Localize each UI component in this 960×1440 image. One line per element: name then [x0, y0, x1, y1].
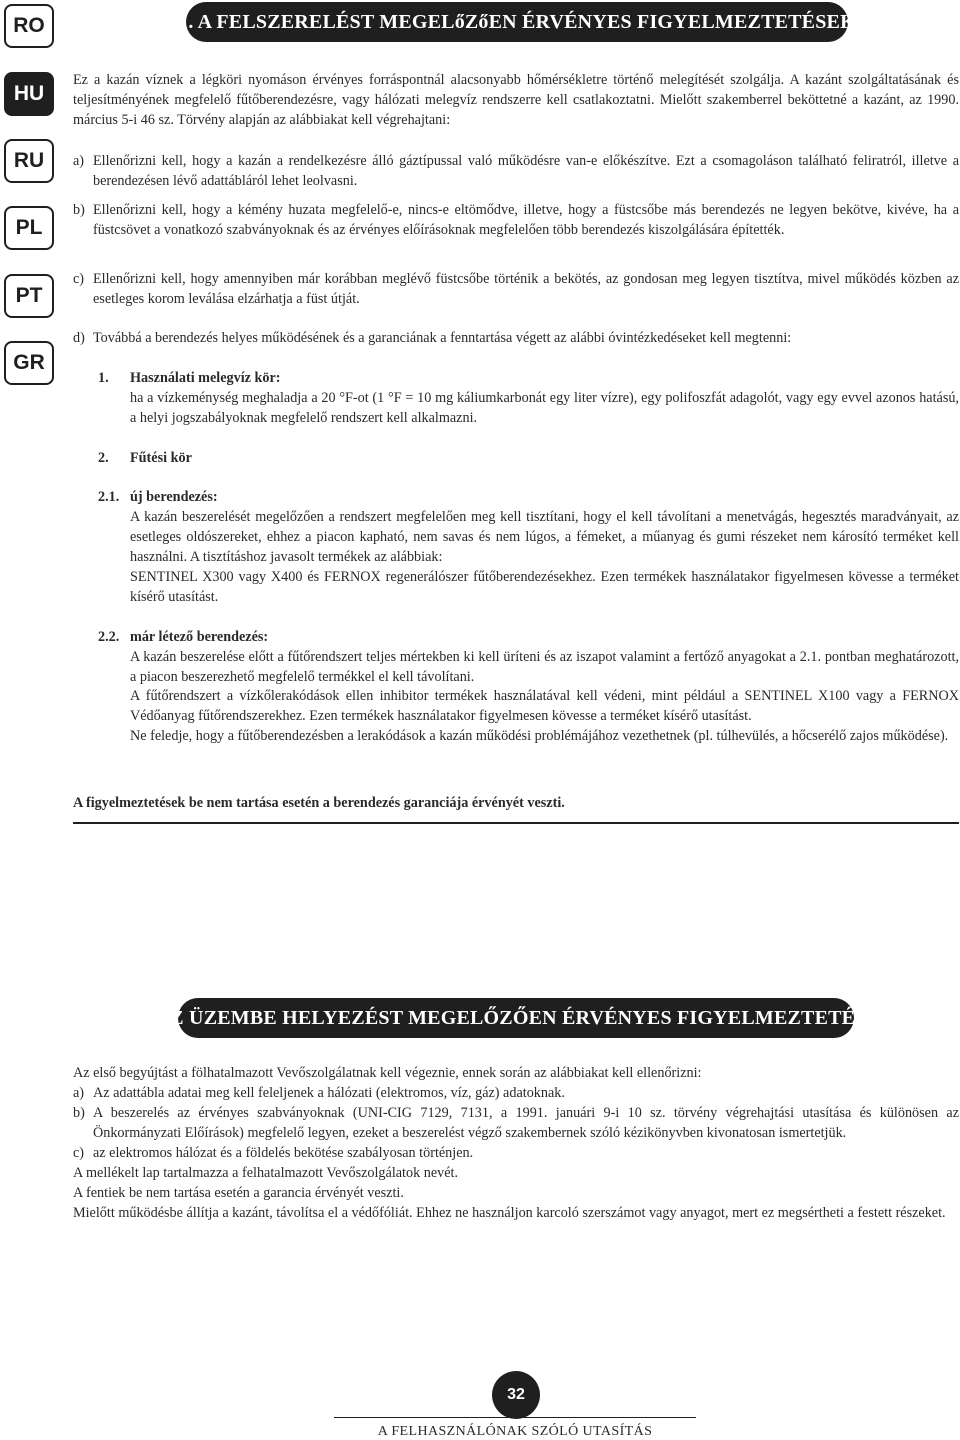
- sub2-title: Fűtési kör: [130, 450, 192, 466]
- s2-line2: A fentiek be nem tartása esetén a garancia érvényét veszti.: [73, 1185, 404, 1201]
- footer-divider: [334, 1417, 696, 1418]
- sub2-number: 2.: [98, 450, 109, 466]
- section1-intro: Ez a kazán víznek a légköri nyomáson érvényes forráspontnál alacsonyabb hőmérsékletre történő melegítését szolgálja. A kazánt szolgáltatásának és teljesítményének megfelelő fűtőberendezésre, vagy hálózati melegvíz rendszerre kell csatlakoztatni. Mielőtt szakemberrel beköttetné a kazánt, az 1990. március 5-i 46 sz. Törvény alapján az alábbiakat kell végrehajtani:: [73, 72, 959, 128]
- item-b-label: b): [73, 202, 85, 218]
- page-number: 32: [492, 1371, 540, 1419]
- section1-heading: 1. A FELSZERELÉST MEGELőZőEN ÉRVÉNYES FIGYELMEZTETÉSEK: [186, 2, 848, 42]
- s2-item-c-text: az elektromos hálózat és a földelés bekötése szabályosan történjen.: [93, 1145, 474, 1161]
- sub1-title: Használati melegvíz kör:: [130, 370, 281, 386]
- item-d-label: d): [73, 330, 85, 346]
- divider: [73, 822, 959, 824]
- guarantee-warning: A figyelmeztetések be nem tartása esetén a berendezés garanciája érvényét veszti.: [73, 795, 565, 811]
- s2-item-a-label: a): [73, 1085, 85, 1101]
- s2-item-b-label: b): [73, 1105, 85, 1121]
- sub22-number: 2.2.: [98, 629, 120, 645]
- lang-tab-pl[interactable]: PL: [4, 206, 54, 250]
- s2-line1: A mellékelt lap tartalmazza a felhatalmazott Vevőszolgálatok nevét.: [73, 1165, 458, 1181]
- lang-tab-ru[interactable]: RU: [4, 139, 54, 183]
- s2-item-b-text: A beszerelés az érvényes szabványoknak (UNI-CIG 7129, 7131, a 1991. januári 9-i 10 sz. törvény végrehajtási utasítása és különösen az Önkormányzati Előírások) megfelelő legyen, ezeket a beszerelést végző szakembernek szóló kézikönyvben kivonatosan ismertetjük.: [93, 1105, 959, 1141]
- sub1-text: ha a vízkeménység meghaladja a 20 °F-ot (1 °F = 10 mg káliumkarbonát egy liter vízre), egy polifoszfát adagolót, vagy egy evvel azonos hatású, a helyi jogszabályoknak megfelelő rendszert kell alkalmazni.: [130, 390, 959, 426]
- s2-item-c-label: c): [73, 1145, 85, 1161]
- lang-tab-pt[interactable]: PT: [4, 274, 54, 318]
- sub1-number: 1.: [98, 370, 109, 386]
- sub22-text3: Ne feledje, hogy a fűtőberendezésben a lerakódások a kazán működési problémájához vezethetnek (pl. túlhevülés, a hőcserélő zajos működése).: [130, 728, 949, 744]
- s2-line3: Mielőtt működésbe állítja a kazánt, távolítsa el a védőfóliát. Ehhez ne használjon karcoló szerszámot vagy anyagot, mert ez megsértheti a festett részeket.: [73, 1205, 946, 1221]
- sub21-number: 2.1.: [98, 489, 120, 505]
- lang-tab-gr[interactable]: GR: [4, 341, 54, 385]
- sub21-title: új berendezés:: [130, 489, 218, 505]
- section2-heading: 2. AZ ÜZEMBE HELYEZÉST MEGELŐZŐEN ÉRVÉNYES FIGYELMEZTETÉSEK: [178, 998, 854, 1038]
- sub22-title: már létező berendezés:: [130, 629, 269, 645]
- sub21-text: A kazán beszerelését megelőzően a rendszert megfelelően meg kell tisztítani, hogy el kell távolítani a menetvágás, hegesztés maradványait, az esetleges oldószereket, ehhez a piacon kapható, nem savas és nem lúgos, a fémeket, a műanyag és gumi részeket nem károsító terméket kell használni. A tisztításhoz javasolt termékek az alábbiak:: [130, 509, 959, 565]
- lang-tab-ro[interactable]: RO: [4, 4, 54, 48]
- lang-tab-hu[interactable]: HU: [4, 72, 54, 116]
- item-b-text: Ellenőrizni kell, hogy a kémény huzata megfelelő-e, nincs-e eltömődve, illetve, hogy a füstcsőbe más berendezés ne legyen bekötve, kivéve, ha a füstcsövet a vonatkozó szabványoknak és az érvényes előírásoknak megfelelően több berendezés kiszolgálására építették.: [93, 202, 959, 238]
- item-c-label: c): [73, 271, 85, 287]
- sub21-products: SENTINEL X300 vagy X400 és FERNOX regenerálószer fűtőberendezésekhez. Ezen termékek használatakor figyelmesen kövesse a terméket kísérő utasítást.: [130, 569, 959, 605]
- item-a-text: Ellenőrizni kell, hogy a kazán a rendelkezésre álló gáztípussal való működésre van-e előkészítve. Ezt a csomagoláson található feliratról, illetve a berendezésen lévő adattábláról lehet leolvasni.: [93, 153, 959, 189]
- section2-intro: Az első begyújtást a fölhatalmazott Vevőszolgálatnak kell végeznie, ennek során az alábbiakat kell ellenőrizni:: [73, 1065, 702, 1081]
- item-d-text: Továbbá a berendezés helyes működésének és a garanciának a fenntartása végett az alábbi óvintézkedéseket kell megtenni:: [93, 330, 792, 346]
- item-c-text: Ellenőrizni kell, hogy amennyiben már korábban meglévő füstcsőbe történik a bekötés, az gondosan meg legyen tisztítva, mivel működés közben az esetleges korom leválása elzárhatja a füst útját.: [93, 271, 959, 307]
- s2-item-a-text: Az adattábla adatai meg kell feleljenek a hálózati (elektromos, víz, gáz) adatoknak.: [93, 1085, 565, 1101]
- sub22-text2: A fűtőrendszert a vízkőlerakódások ellen inhibitor termékek használatával kell védeni, mint például a SENTINEL X100 vagy a FERNOX Védőanyag fűtőrendszerekhez. Ezen termékek használatakor figyelmesen kövesse a terméket kísérő utasítást.: [130, 688, 959, 724]
- item-a-label: a): [73, 153, 85, 169]
- footer-title: A FELHASZNÁLÓNAK SZÓLÓ UTASÍTÁS: [377, 1424, 653, 1439]
- sub22-text1: A kazán beszerelése előtt a fűtőrendszert teljes mértekben ki kell üríteni és az iszapot valamint a fertőző anyagokat a 2.1. pontban meghatározott, a piacon beszerezhető megfelelő termékkel el kell távolítani.: [130, 649, 959, 685]
